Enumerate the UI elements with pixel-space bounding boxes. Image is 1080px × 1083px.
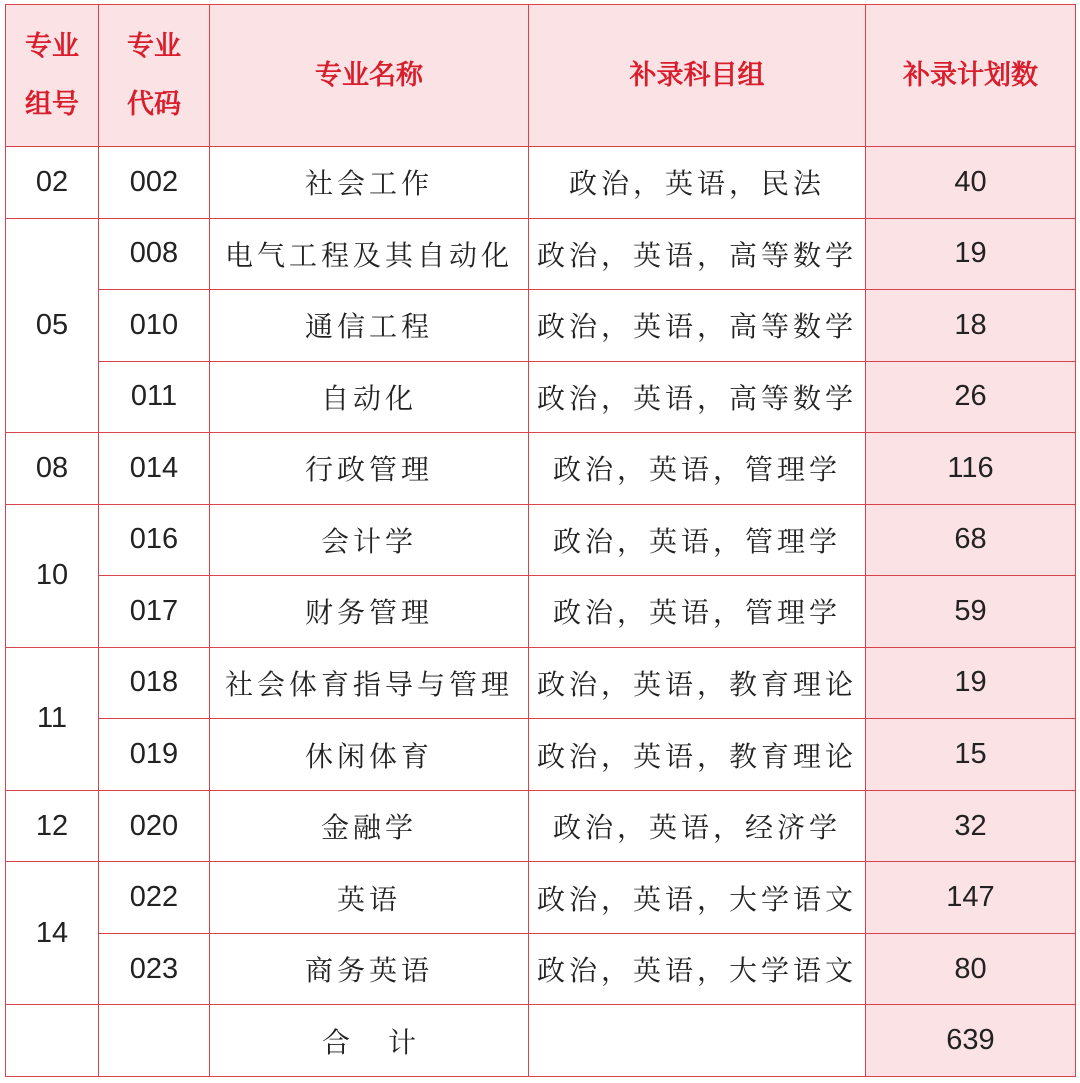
header-group-no-line1: 专业	[25, 30, 79, 62]
major-name-cell: 社会工作	[210, 147, 529, 219]
code-cell: 008	[99, 218, 210, 290]
table-row	[6, 719, 1076, 791]
total-code-cell	[99, 1005, 210, 1077]
total-row	[6, 1005, 1076, 1077]
subjects-cell: 政治，英语，民法	[529, 147, 866, 219]
code-cell: 019	[99, 719, 210, 791]
plan-cell: 19	[866, 647, 1076, 719]
table-row	[6, 504, 1076, 576]
header-major-code	[99, 5, 210, 147]
subjects-cell: 政治，英语，教育理论	[529, 719, 866, 791]
subjects-cell: 政治，英语，经济学	[529, 790, 866, 862]
table-row	[6, 647, 1076, 719]
subjects-cell: 政治，英语，教育理论	[529, 647, 866, 719]
code-cell: 010	[99, 290, 210, 362]
header-group-no-line2: 组号	[25, 88, 79, 120]
code-cell: 018	[99, 647, 210, 719]
table-row	[6, 576, 1076, 648]
group-cell: 11	[6, 647, 99, 790]
group-cell: 14	[6, 862, 99, 1005]
major-name-cell: 财务管理	[210, 576, 529, 648]
code-cell: 016	[99, 504, 210, 576]
table-row	[6, 218, 1076, 290]
major-name-cell: 自动化	[210, 361, 529, 433]
table-row	[6, 147, 1076, 219]
subjects-cell: 政治，英语，管理学	[529, 576, 866, 648]
table-row	[6, 933, 1076, 1005]
group-cell: 12	[6, 790, 99, 862]
table-row	[6, 290, 1076, 362]
table-row	[6, 361, 1076, 433]
subjects-cell: 政治，英语，大学语文	[529, 862, 866, 934]
table-row	[6, 433, 1076, 505]
header-group-no	[6, 5, 99, 147]
supplementary-admission-table	[5, 4, 1076, 1077]
header-plan-count: 补录计划数	[866, 5, 1076, 147]
subjects-cell: 政治，英语，管理学	[529, 433, 866, 505]
code-cell: 017	[99, 576, 210, 648]
code-cell: 011	[99, 361, 210, 433]
major-name-cell: 商务英语	[210, 933, 529, 1005]
plan-cell: 26	[866, 361, 1076, 433]
total-plan-cell: 639	[866, 1005, 1076, 1077]
group-cell: 10	[6, 504, 99, 647]
group-cell: 02	[6, 147, 99, 219]
plan-cell: 116	[866, 433, 1076, 505]
plan-cell: 68	[866, 504, 1076, 576]
major-name-cell: 金融学	[210, 790, 529, 862]
plan-cell: 147	[866, 862, 1076, 934]
major-name-cell: 会计学	[210, 504, 529, 576]
major-name-cell: 通信工程	[210, 290, 529, 362]
plan-cell: 80	[866, 933, 1076, 1005]
plan-cell: 40	[866, 147, 1076, 219]
code-cell: 014	[99, 433, 210, 505]
subjects-cell: 政治，英语，管理学	[529, 504, 866, 576]
group-cell: 05	[6, 218, 99, 433]
subjects-cell: 政治，英语，高等数学	[529, 218, 866, 290]
major-name-cell: 社会体育指导与管理	[210, 647, 529, 719]
subjects-cell: 政治，英语，高等数学	[529, 361, 866, 433]
code-cell: 002	[99, 147, 210, 219]
major-name-cell: 英语	[210, 862, 529, 934]
plan-cell: 32	[866, 790, 1076, 862]
plan-cell: 15	[866, 719, 1076, 791]
table-row	[6, 790, 1076, 862]
table-row	[6, 862, 1076, 934]
header-subject-group: 补录科目组	[529, 5, 866, 147]
header-major-code-line1: 专业	[127, 30, 181, 62]
subjects-cell: 政治，英语，高等数学	[529, 290, 866, 362]
plan-cell: 18	[866, 290, 1076, 362]
total-subjects-cell	[529, 1005, 866, 1077]
total-label: 合计	[210, 1005, 529, 1077]
group-cell: 08	[6, 433, 99, 505]
header-major-name: 专业名称	[210, 5, 529, 147]
major-name-cell: 休闲体育	[210, 719, 529, 791]
major-name-cell: 电气工程及其自动化	[210, 218, 529, 290]
plan-cell: 19	[866, 218, 1076, 290]
header-major-code-line2: 代码	[127, 88, 181, 120]
plan-cell: 59	[866, 576, 1076, 648]
total-group-cell	[6, 1005, 99, 1077]
code-cell: 023	[99, 933, 210, 1005]
major-name-cell: 行政管理	[210, 433, 529, 505]
header-row	[6, 5, 1076, 147]
subjects-cell: 政治，英语，大学语文	[529, 933, 866, 1005]
code-cell: 020	[99, 790, 210, 862]
code-cell: 022	[99, 862, 210, 934]
